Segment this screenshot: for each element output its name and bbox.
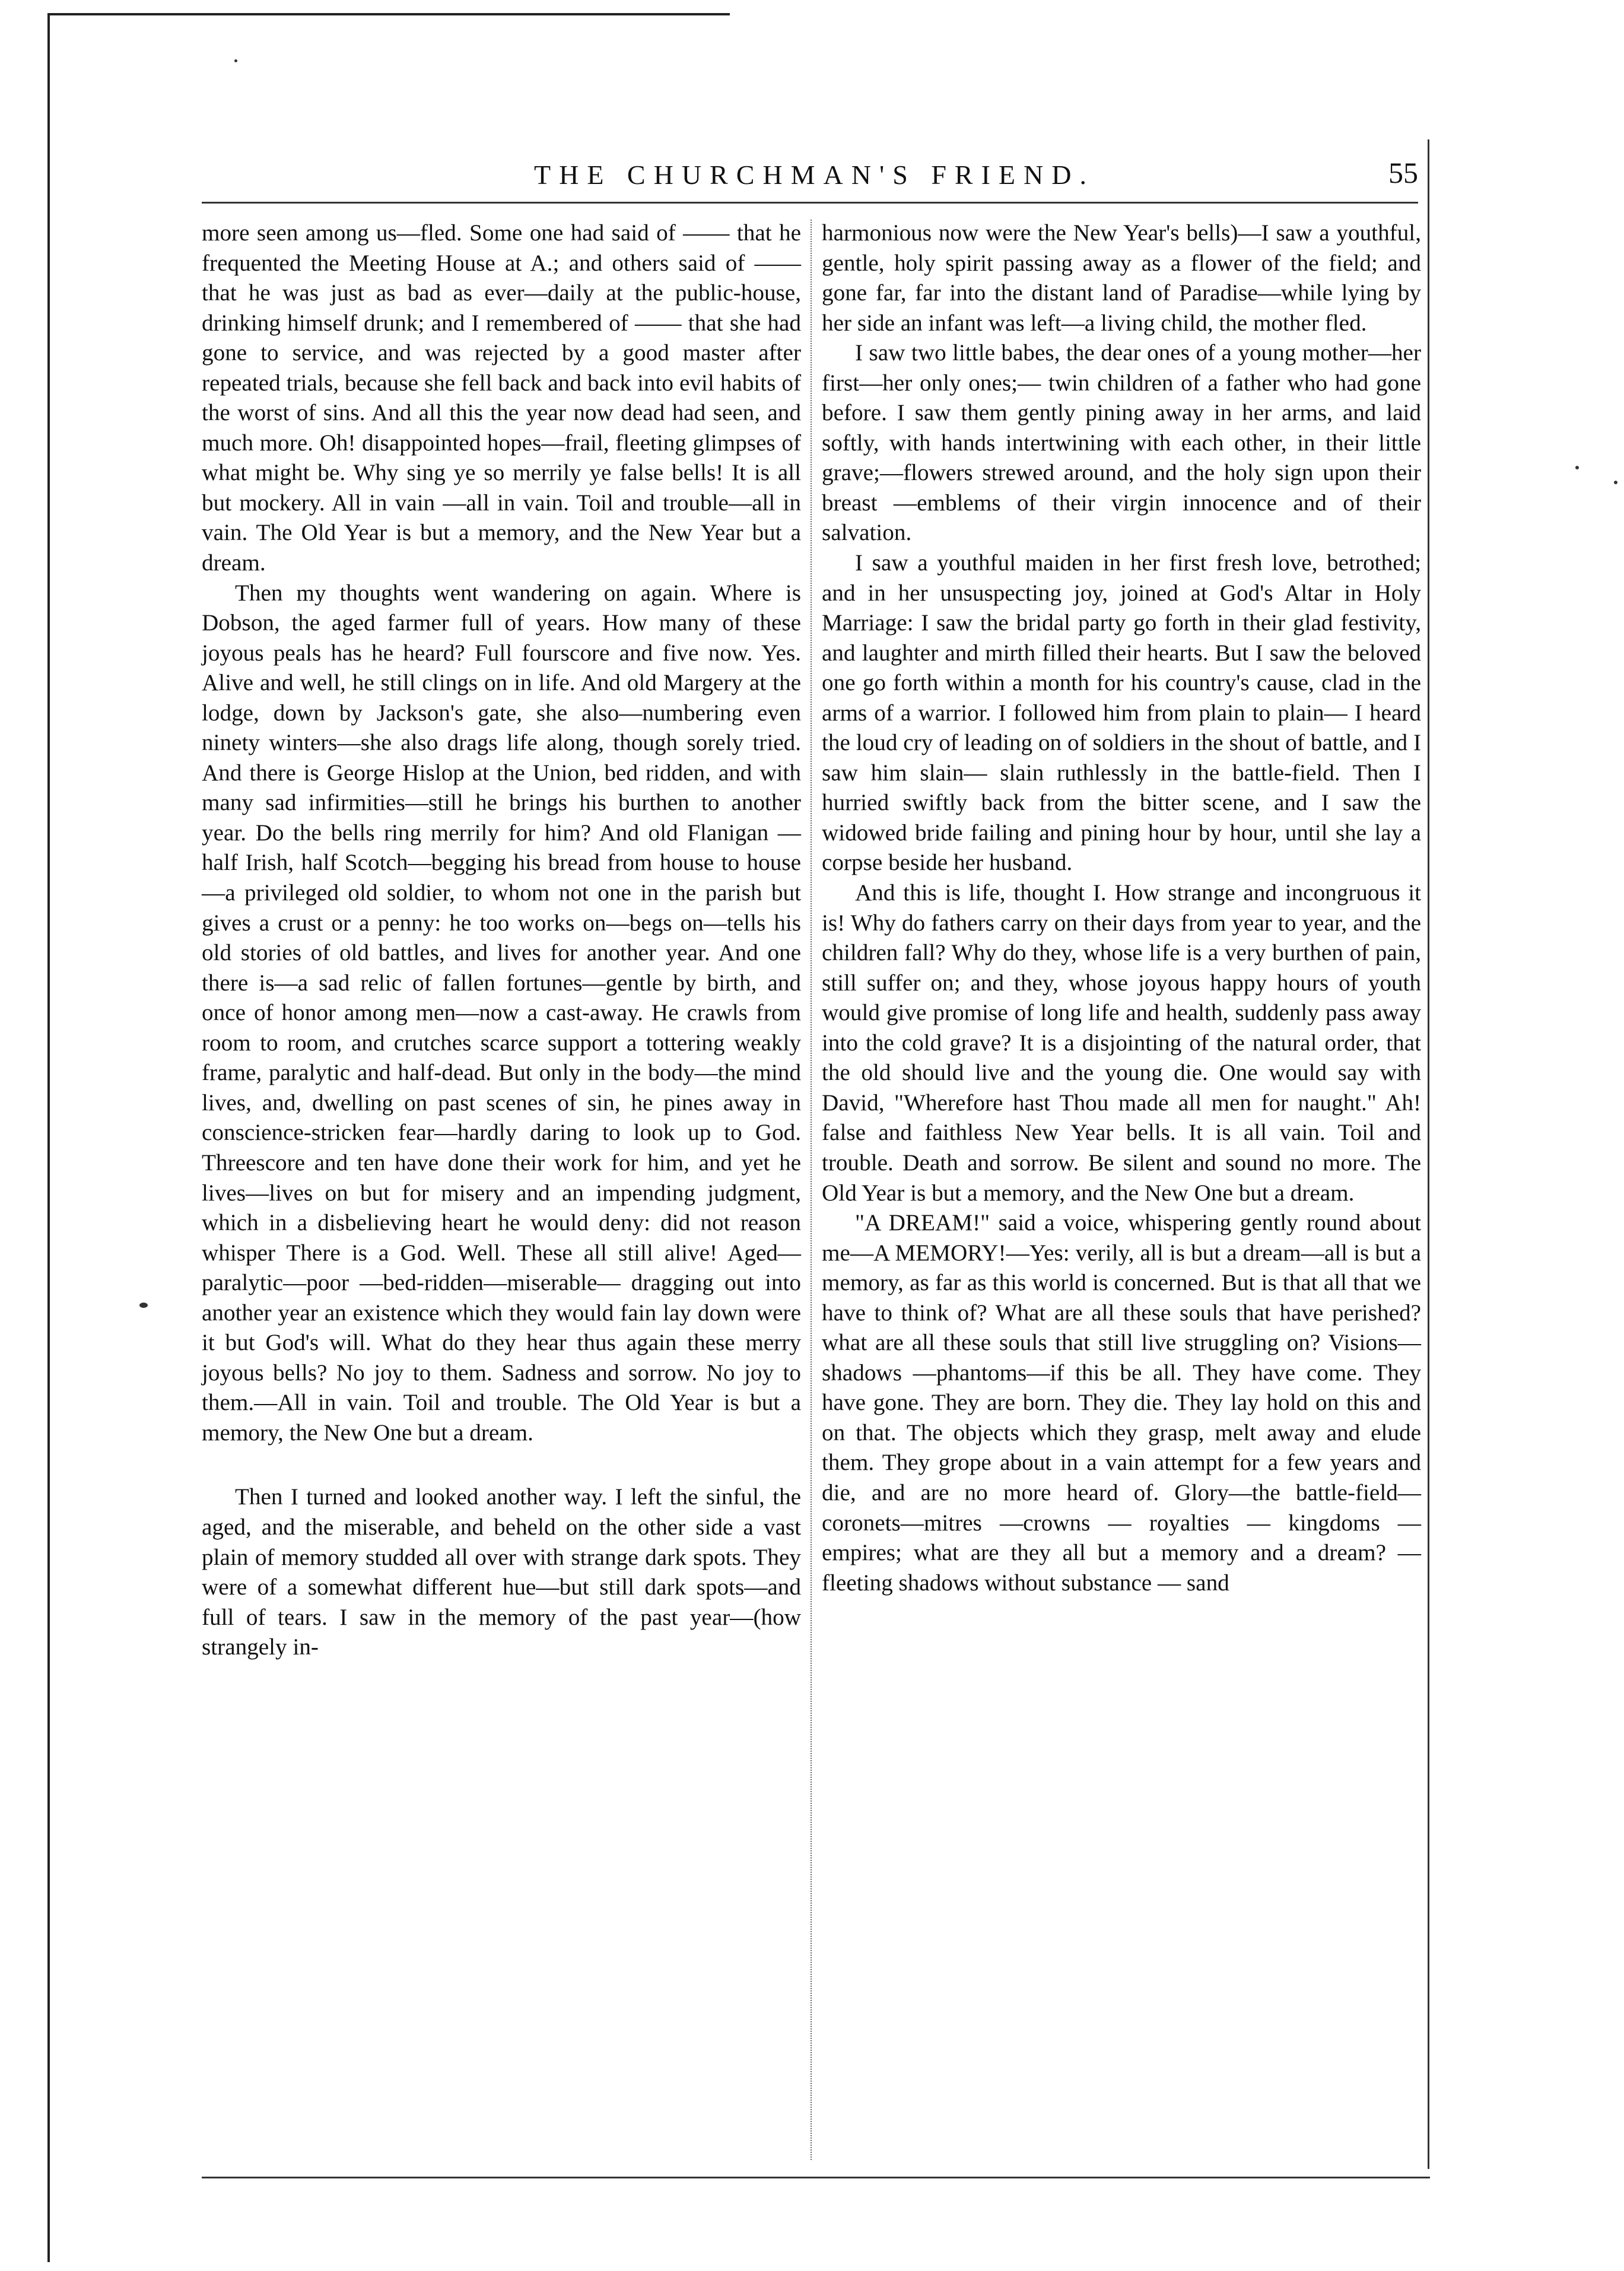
running-head bbox=[202, 156, 1418, 212]
right-column bbox=[822, 218, 1421, 1598]
paragraph: "A DREAM!" said a voice, whispering gently round about me—A MEMORY!—Yes: verily, all is but a dream—all is but a memory, as far as this world is concerned. But is that all that we have to think of? What are all these souls that have perished? what are all these souls that still live struggling on? Visions—shadows —phantoms—if this be all. They have come. They have gone. They are born. They die. They lay hold on this and on that. The objects which they grasp, melt away and elude them. They grope about in a vain attempt for a few years and die, and are no more heard of. Glory—the battle-field—coronets—mitres —crowns — royalties — kingdoms — empires; what are they all but a memory and a dream? —fleeting shadows without substance — sand bbox=[822, 1210, 1421, 1596]
paragraph: harmonious now were the New Year's bells)—I saw a youthful, gentle, holy spirit passing away as a flower of the field; and gone far, far into the distant land of Paradise—while lying by her side an infant was left—a living child, the mother fled. bbox=[822, 220, 1421, 336]
column-divider bbox=[811, 220, 812, 2160]
print-speck bbox=[234, 59, 237, 62]
right-margin-rule bbox=[1428, 139, 1429, 2169]
paragraph: And this is life, thought I. How strange and incongruous it is! Why do fathers carry on their days from year to year, and the children fall? Why do they, whose life is a very burthen of pain, still suffer on; and they, whose joyous happy hours of youth would give promise of long life and health, suddenly pass away into the cold grave? It is a disjointing of the natural order, that the old should live and the young die. One would say with David, "Wherefore hast Thou made all men for naught." Ah! false and faithless New Year bells. It is all vain. Toil and trouble. Death and sorrow. Be silent and sound no more. The Old Year is but a memory, and the New One but a dream. bbox=[822, 880, 1421, 1206]
paragraph: I saw two little babes, the dear ones of a young mother—her first—her only ones;— twin children of a father who had gone before. I saw them gently pining away in her arms, and laid softly, with hands intertwining with each other, in their little grave;—flowers strewed around, and the holy sign upon their breast —emblems of their virgin innocence and of their salvation. bbox=[822, 340, 1421, 546]
paragraph: I saw a youthful maiden in her first fresh love, betrothed; and in her unsuspecting joy, joined at God's Altar in Holy Marriage: I saw the bridal party go forth in their glad festivity, and laughter and mirth filled their hearts. But I saw the beloved one go forth within a month for his country's cause, clad in the arms of a warrior. I followed him from plain to plain— I heard the loud cry of leading on of soldiers in the shout of battle, and I saw him slain— slain ruthlessly in the battle-field. Then I hurried swiftly back from the bitter scene, and I saw the widowed bride failing and pining hour by hour, until she lay a corpse beside her husband. bbox=[822, 550, 1421, 876]
page-edge-left-rule bbox=[47, 13, 50, 2262]
page-edge-top-rule bbox=[47, 13, 730, 15]
left-column bbox=[202, 218, 801, 1663]
paragraph: more seen among us—fled. Some one had said of —— that he frequented the Meeting House at A.; and others said of —— that he was just as bad as ever—daily at the public-house, drinking himself drunk; and I remembered of —— that she had gone to service, and was rejected by a good master after repeated trials, because she fell back and back into evil habits of the worst of sins. And all this the year now dead had seen, and much more. Oh! disappointed hopes—frail, fleeting glimpses of what might be. Why sing ye so merrily ye false bells! It is all but mockery. All in vain —all in vain. Toil and trouble—all in vain. The Old Year is but a memory, and the New Year but a dream. bbox=[202, 220, 801, 576]
bottom-rule bbox=[202, 2177, 1430, 2178]
print-speck bbox=[1614, 481, 1617, 484]
print-speck bbox=[1575, 466, 1579, 469]
paragraph: Then I turned and looked another way. I left the sinful, the aged, and the miserable, and beheld on the other side a vast plain of memory studded all over with strange dark spots. They were of a somewhat different hue—but still dark spots—and full of tears. I saw in the memory of the past year—(how strangely in- bbox=[202, 1484, 801, 1660]
paragraph: Then my thoughts went wandering on again. Where is Dobson, the aged farmer full of years. How many of these joyous peals has he heard? Full fourscore and five now. Yes. Alive and well, he still clings on in life. And old Margery at the lodge, down by Jackson's gate, she also—numbering even ninety winters—she also drags life along, though sorely tried. And there is George Hislop at the Union, bed ridden, and with many sad infirmities—still he brings his burthen to another year. Do the bells ring merrily for him? And old Flanigan — half Irish, half Scotch—begging his bread from house to house—a privileged old soldier, to whom not one in the parish but gives a crust or a penny: he too works on—begs on—tells his old stories of old battles, and lives for another year. And one there is—a sad relic of fallen fortunes—gentle by birth, and once of honor among men—now a cast-away. He crawls from room to room, and crutches scarce support a tottering weakly frame, paralytic and half-dead. But only in the body—the mind lives, and, dwelling on past scenes of sin, he pines away in conscience-stricken fear—hardly daring to look up to God. Threescore and ten have done their work for him, and yet he lives—lives on but for misery and an impending judgment, which in a disbelieving heart he would deny: did not reason whisper There is a God. Well. These all still alive! Aged—paralytic—poor —bed-ridden—miserable— dragging out into another year an existence which they would fain lay down were it but God's will. What do they hear thus again these merry joyous bells? No joy to them. Sadness and sorrow. No joy to them.—All in vain. Toil and trouble. The Old Year is but a memory, the New One but a dream. bbox=[202, 580, 801, 1446]
print-speck bbox=[139, 1303, 148, 1308]
running-title: THE CHURCHMAN'S FRIEND. bbox=[534, 160, 1095, 190]
page-number: 55 bbox=[1388, 156, 1418, 189]
header-rule bbox=[202, 202, 1418, 204]
